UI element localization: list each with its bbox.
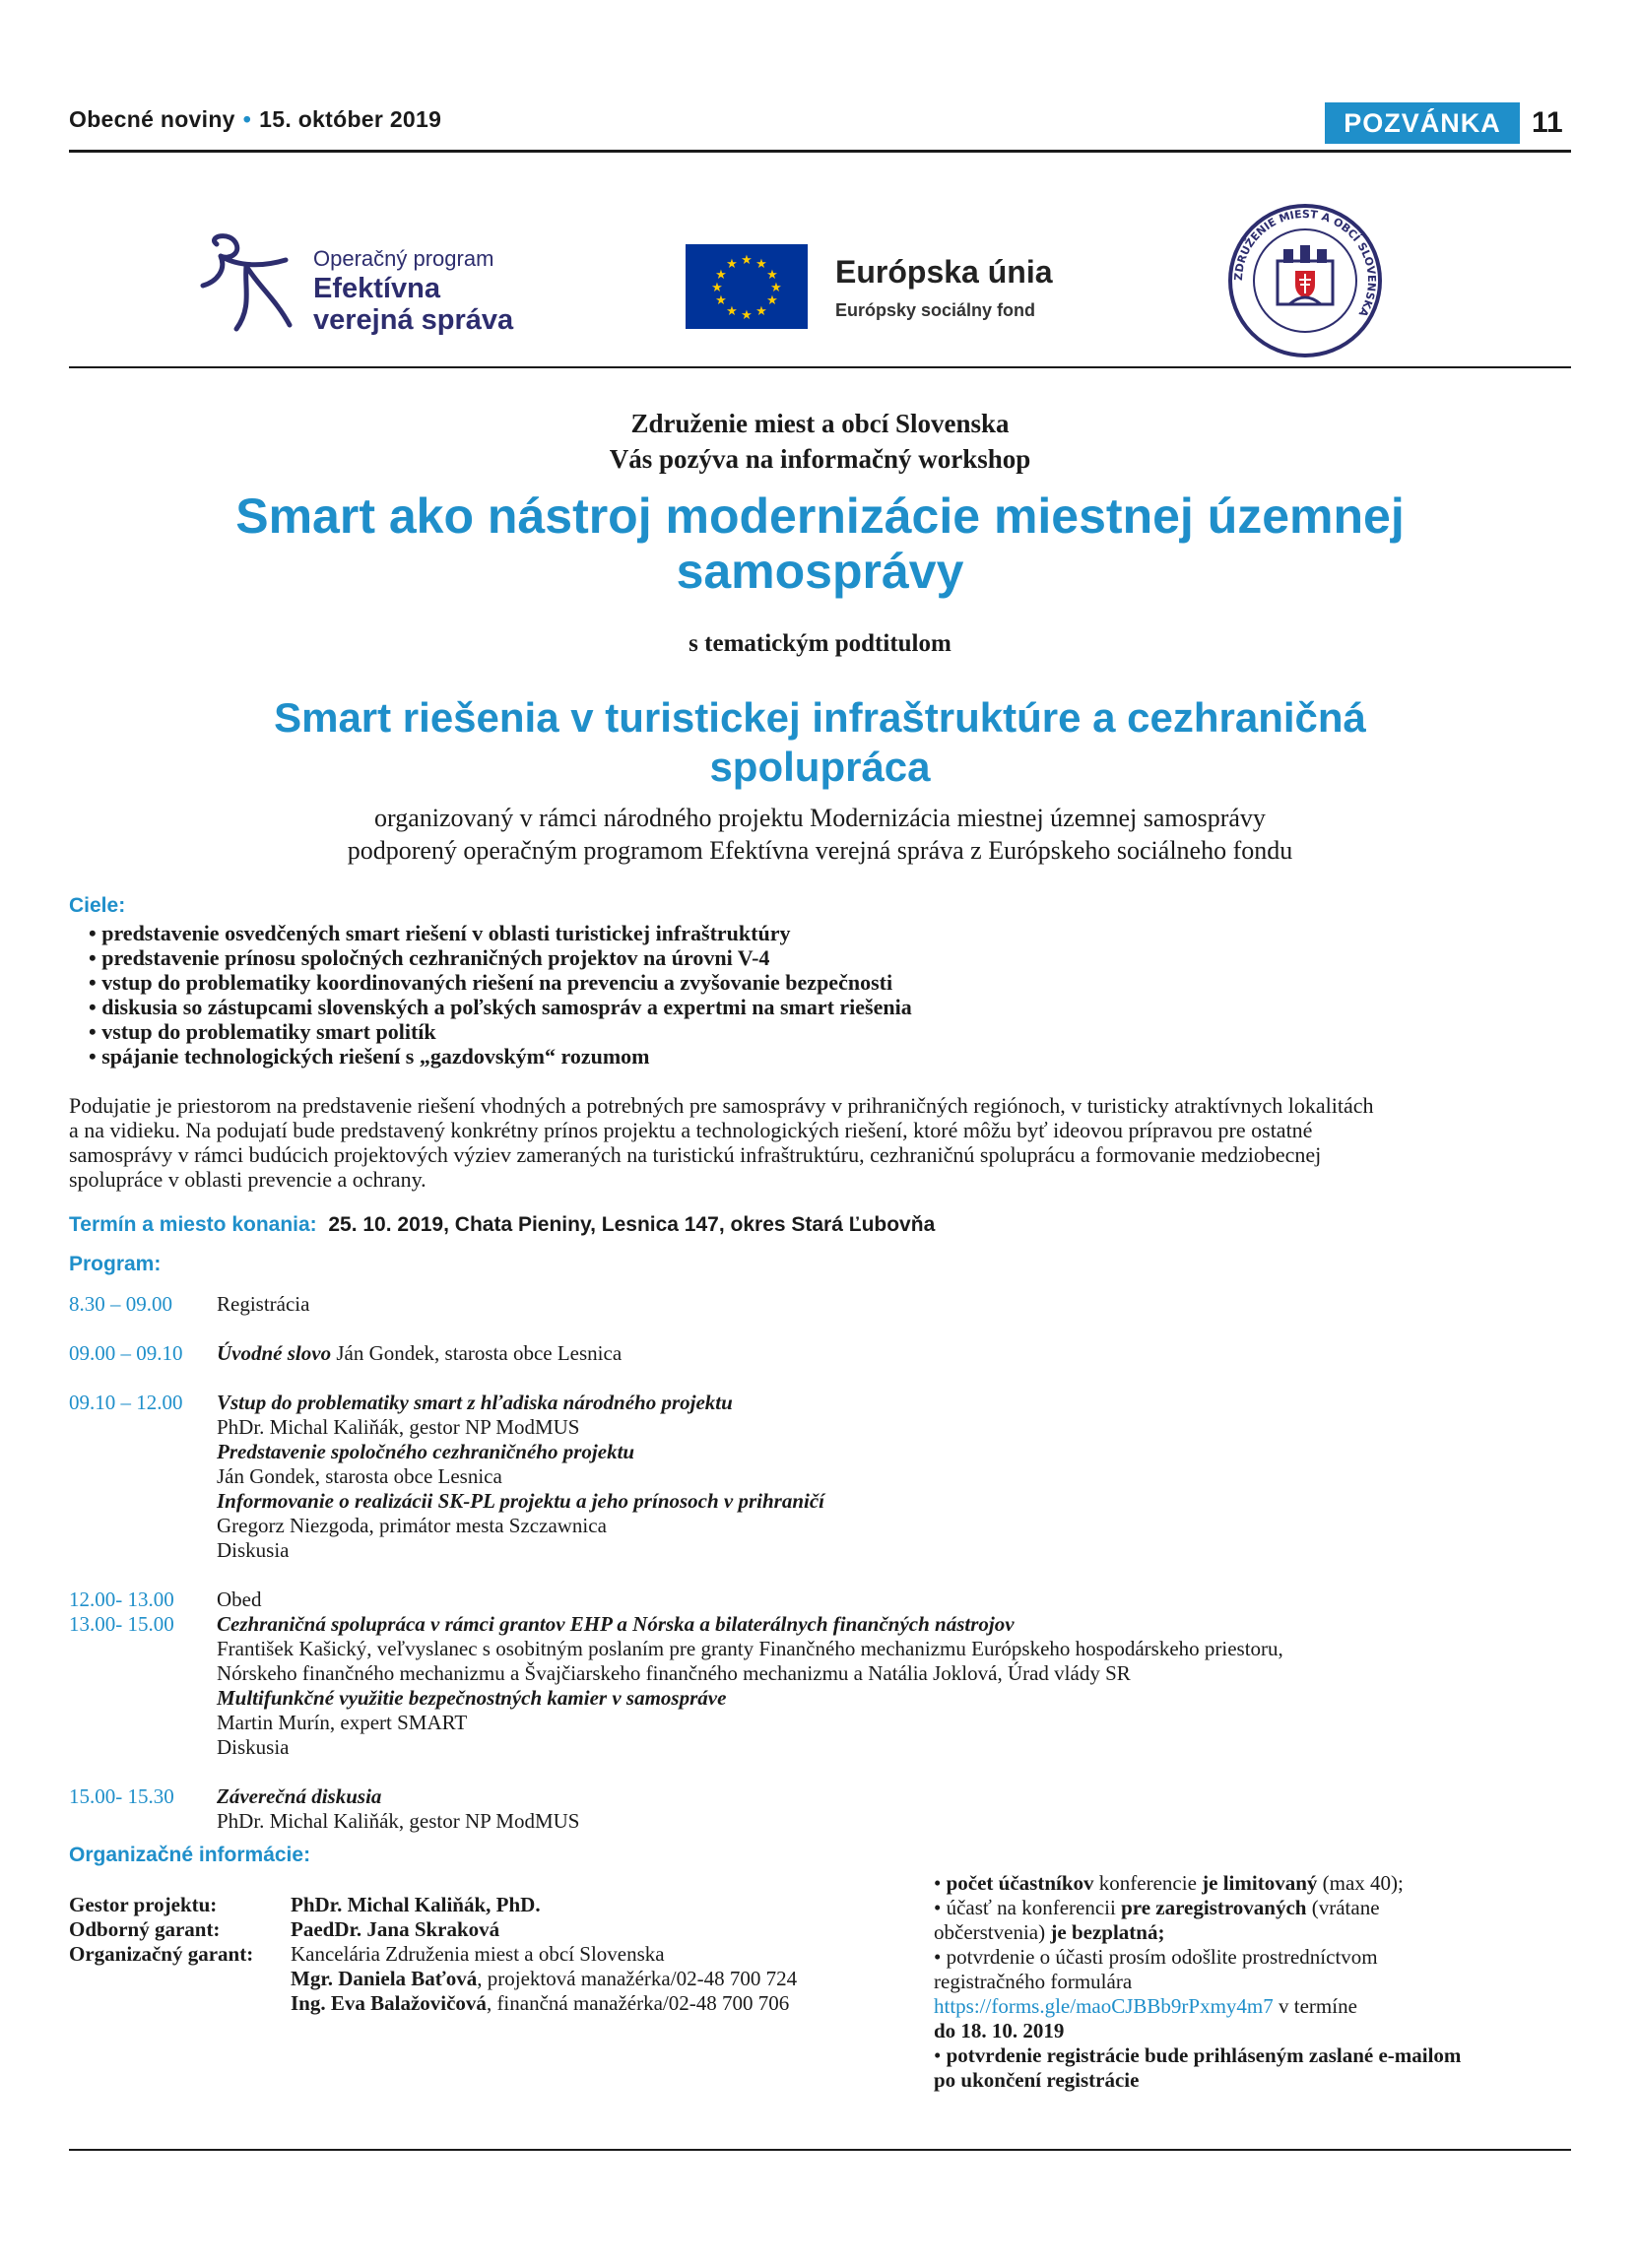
svg-text:★: ★ <box>711 281 723 295</box>
organized-by: organizovaný v rámci národného projektu Modernizácia miestnej územnej samosprávy podporený operačným programom Efektívna verejná správa z Európskeho sociálneho fondu <box>347 804 1293 865</box>
eu-logo-subtitle: Európsky sociálny fond <box>835 300 1036 320</box>
svg-text:★: ★ <box>741 308 753 323</box>
svg-text:ZDRUŽENIE MIEST A OBCÍ SLOVENS: ZDRUŽENIE MIEST A OBCÍ SLOVENSKA <box>1231 207 1379 319</box>
program-item: Registrácia <box>217 1292 310 1316</box>
venue-line <box>69 1213 935 1237</box>
svg-text:★: ★ <box>741 253 753 268</box>
event-subtitle: Smart riešenia v turistickej infraštruktúre a cezhraničná spolupráca <box>274 694 1366 790</box>
venue-label: Termín a miesto konania: <box>69 1213 317 1236</box>
svg-text:★: ★ <box>726 304 738 319</box>
odborny-label: Odborný garant: <box>69 1917 221 1941</box>
program-time: 09.10 – 12.00 <box>69 1391 183 1414</box>
venue-value: 25. 10. 2019, Chata Pieniny, Lesnica 147, okres Stará Ľubovňa <box>328 1213 936 1236</box>
program-time: 13.00- 15.00 <box>69 1612 174 1636</box>
registration-notes <box>934 1871 1564 2093</box>
svg-text:★: ★ <box>755 257 767 272</box>
header-separator: • <box>242 106 252 132</box>
list-item: do 18. 10. 2019 <box>934 2019 1065 2042</box>
svg-text:★: ★ <box>715 268 727 283</box>
event-title: Smart ako nástroj modernizácie miestnej územnej samosprávy <box>235 488 1405 599</box>
description-paragraph: Podujatie je priestorom na predstavenie riešení vhodných a potrebných pre samosprávy v prihraničných regiónoch, v turisticky atraktívnych lokalitách a na vidieku. Na podujatí bude predstavený konkrétny prínos projektu a technologických riešení, ktoré môžu byť ideovou prípravou pre ostatné samosprávy v rámci budúcich projektových výziev zameraných na turistickú infraštruktúru, cezhraničnú spoluprácu a formovanie medziobecnej spolupráce v oblasti prevencie a ochrany. <box>69 1093 1374 1192</box>
list-item: • predstavenie prínosu spoločných cezhraničných projektov na úrovni V-4 <box>89 945 912 970</box>
page-header <box>69 106 441 133</box>
page-number: 11 <box>1532 106 1563 139</box>
list-item: • účasť na konferencii pre zaregistrovaných (vrátane <box>934 1896 1380 1919</box>
svg-text:★: ★ <box>770 281 782 295</box>
svg-text:★: ★ <box>715 293 727 308</box>
eu-logo-title: Európska únia <box>835 254 1053 290</box>
section-badge: POZVÁNKA <box>1325 102 1520 144</box>
op-logo-line1: Operačný program <box>313 246 494 271</box>
list-item: • počet účastníkov konferencie je limitovaný (max 40); <box>934 1871 1404 1895</box>
list-item: • vstup do problematiky smart politík <box>89 1019 912 1044</box>
list-item: https://forms.gle/maoCJBBb9rPxmy4m7 v termíne <box>934 1994 1357 2018</box>
program-time: 09.00 – 09.10 <box>69 1341 183 1365</box>
header-rule <box>69 150 1571 153</box>
op-logo-figure-icon <box>187 227 305 345</box>
list-item: • vstup do problematiky koordinovaných riešení na prevenciu a zvyšovanie bezpečnosti <box>89 970 912 995</box>
program-item: Úvodné slovo Ján Gondek, starosta obce Lesnica <box>217 1341 623 1365</box>
program-heading: Program: <box>69 1253 162 1275</box>
list-item: • spájanie technologických riešení s „gazdovským“ rozumom <box>89 1044 912 1069</box>
svg-text:★: ★ <box>726 257 738 272</box>
program-time: 12.00- 13.00 <box>69 1588 174 1611</box>
issue-date: 15. október 2019 <box>259 106 442 132</box>
newspaper-name: Obecné noviny <box>69 106 235 132</box>
subtitle-intro: s tematickým podtitulom <box>689 630 951 657</box>
organizer-block <box>69 406 1571 477</box>
program-time: 15.00- 15.30 <box>69 1784 174 1808</box>
program-item: Vstup do problematiky smart z hľadiska národného projektu PhDr. Michal Kaliňák, gestor NP ModMUS Predstavenie spoločného cezhraničného projektu Ján Gondek, starosta obce Lesnica Informovanie o realizácii SK-PL projektu a jeho prínosoch v prihraničí Gregorz Niezgoda, primátor mesta Szczawnica Diskusia <box>217 1391 825 1562</box>
gestor-label: Gestor projektu: <box>69 1893 218 1916</box>
registration-form-link[interactable]: https://forms.gle/maoCJBBb9rPxmy4m7 <box>934 1994 1274 2018</box>
logos-rule <box>69 366 1571 368</box>
program-time: 8.30 – 09.00 <box>69 1292 172 1316</box>
svg-text:★: ★ <box>766 293 778 308</box>
svg-text:★: ★ <box>766 268 778 283</box>
list-item: po ukončení registrácie <box>934 2068 1140 2092</box>
program-item: Záverečná diskusia PhDr. Michal Kaliňák, gestor NP ModMUS <box>217 1784 580 1833</box>
list-item: • predstavenie osvedčených smart riešení v oblasti turistickej infraštruktúry <box>89 921 912 945</box>
org-info-heading: Organizačné informácie: <box>69 1844 311 1866</box>
goals-list <box>89 921 912 1069</box>
list-item: • potvrdenie o účasti prosím odošlite prostredníctvom <box>934 1945 1378 1969</box>
program-item: Cezhraničná spolupráca v rámci grantov EHP a Nórska a bilaterálnych finančných nástrojov František Kašický, veľvyslanec s osobitným poslaním pre granty Finančného mechanizmu Európskeho hospodárskeho priestoru, Nórskeho finančného mechanizmu a Švajčiarskeho finančného mechanizmu a Natália Joklová, Úrad vlády SR Multifunkčné využitie bezpečnostných kamier v samospráve Martin Murín, expert SMART Diskusia <box>217 1612 1283 1759</box>
svg-text:★: ★ <box>755 304 767 319</box>
list-item: • diskusia so zástupcami slovenských a poľských samospráv a expertmi na smart riešenia <box>89 995 912 1019</box>
goals-heading: Ciele: <box>69 894 126 917</box>
gestor-value: PhDr. Michal Kaliňák, PhD. <box>291 1893 541 1916</box>
list-item: • potvrdenie registrácie bude prihláseným zaslané e-mailom <box>934 2043 1462 2067</box>
zmos-seal-icon <box>1226 202 1384 359</box>
op-logo-line2: Efektívna verejná správa <box>313 273 514 336</box>
eu-flag-icon <box>686 244 808 329</box>
org-garant-label: Organizačný garant: <box>69 1942 254 1966</box>
program-item: Obed <box>217 1588 262 1611</box>
organizer-name: Združenie miest a obcí Slovenska <box>630 409 1010 438</box>
org-garant-value: Kancelária Združenia miest a obcí Slovenska Mgr. Daniela Baťová, projektová manažérka/02-48 700 724 Ing. Eva Balažovičová, finančná manažérka/02-48 700 706 <box>291 1942 798 2015</box>
invitation-line: Vás pozýva na informačný workshop <box>609 444 1031 474</box>
odborny-value: PaedDr. Jana Skraková <box>291 1917 500 1941</box>
footer-rule <box>69 2149 1571 2151</box>
list-item: občerstvenia) je bezplatná; <box>934 1920 1165 1944</box>
list-item: registračného formulára <box>934 1970 1133 1993</box>
